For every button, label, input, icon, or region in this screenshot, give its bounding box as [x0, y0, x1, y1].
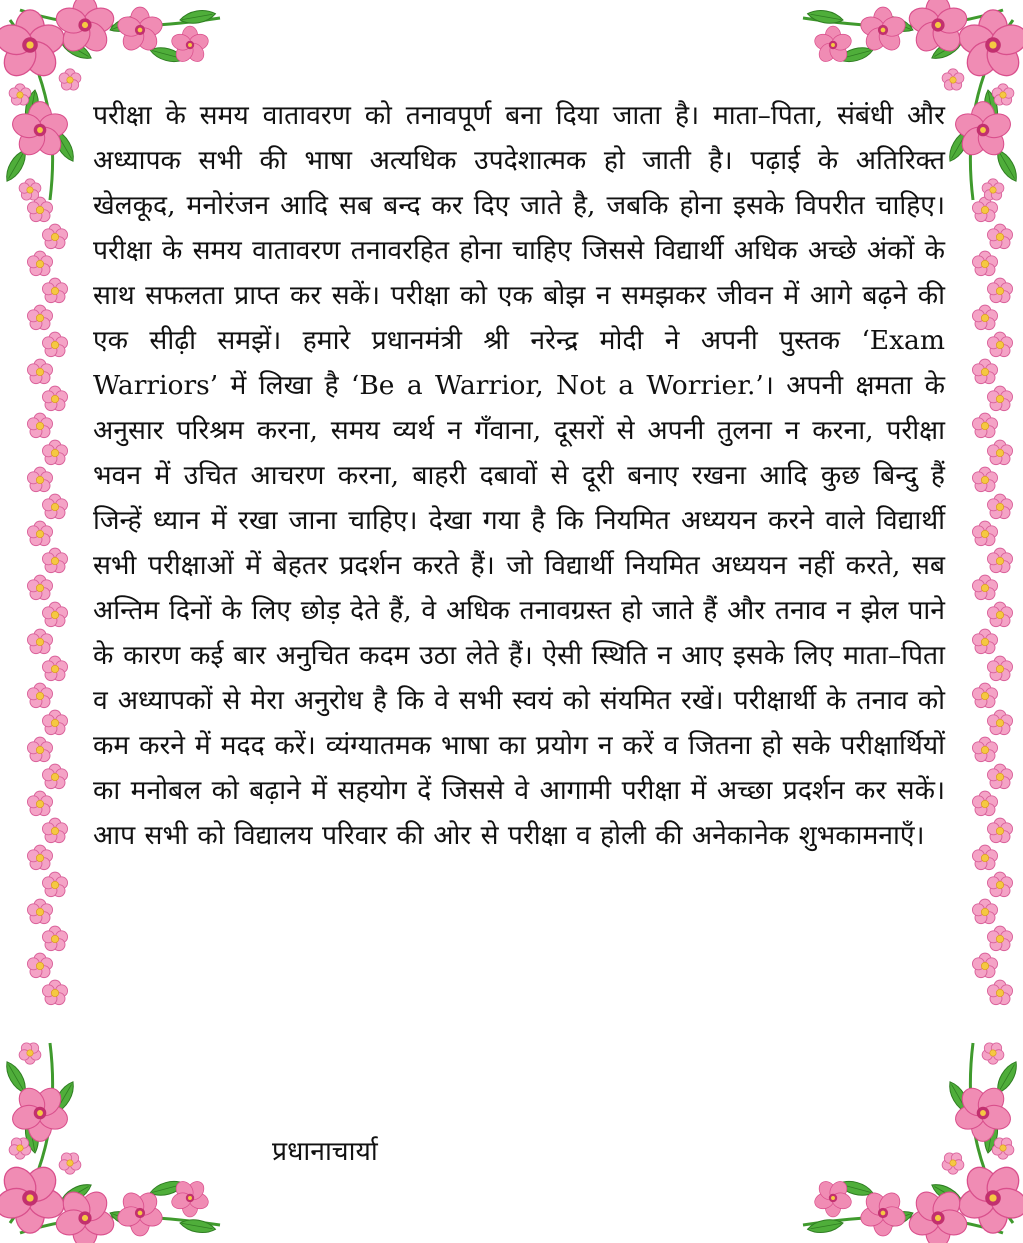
- small-flower-icon: [972, 413, 997, 437]
- right-flower-chain: [972, 197, 1012, 1004]
- small-flower-icon: [987, 332, 1012, 356]
- small-flower-icon: [42, 386, 67, 410]
- small-flower-icon: [972, 953, 997, 977]
- small-flower-icon: [27, 953, 52, 977]
- small-flower-icon: [27, 575, 52, 599]
- small-flower-icon: [972, 197, 997, 221]
- small-flower-icon: [27, 197, 52, 221]
- small-flower-icon: [987, 494, 1012, 518]
- small-flower-icon: [972, 359, 997, 383]
- small-flower-icon: [987, 548, 1012, 572]
- small-flower-icon: [987, 710, 1012, 734]
- small-flower-icon: [972, 575, 997, 599]
- small-flower-icon: [27, 683, 52, 707]
- small-flower-icon: [27, 899, 52, 923]
- small-flower-icon: [42, 278, 67, 302]
- small-flower-icon: [27, 413, 52, 437]
- letter-content: [93, 93, 945, 858]
- small-flower-icon: [27, 629, 52, 653]
- signature: प्रधानाचार्या: [272, 1136, 378, 1167]
- small-flower-icon: [42, 656, 67, 680]
- small-flower-icon: [987, 440, 1012, 464]
- small-flower-icon: [972, 737, 997, 761]
- small-flower-icon: [972, 845, 997, 869]
- small-flower-icon: [972, 521, 997, 545]
- small-flower-icon: [27, 737, 52, 761]
- small-flower-icon: [42, 980, 67, 1004]
- bottom-right-flowers: [803, 1043, 1023, 1243]
- left-flower-chain: [27, 197, 67, 1004]
- small-flower-icon: [42, 926, 67, 950]
- small-flower-icon: [42, 872, 67, 896]
- small-flower-icon: [987, 656, 1012, 680]
- small-flower-icon: [42, 818, 67, 842]
- small-flower-icon: [987, 872, 1012, 896]
- small-flower-icon: [987, 602, 1012, 626]
- small-flower-icon: [987, 278, 1012, 302]
- small-flower-icon: [987, 224, 1012, 248]
- small-flower-icon: [42, 764, 67, 788]
- small-flower-icon: [27, 845, 52, 869]
- small-flower-icon: [42, 548, 67, 572]
- small-flower-icon: [42, 710, 67, 734]
- small-flower-icon: [972, 305, 997, 329]
- small-flower-icon: [27, 467, 52, 491]
- small-flower-icon: [42, 440, 67, 464]
- small-flower-icon: [972, 899, 997, 923]
- small-flower-icon: [972, 251, 997, 275]
- small-flower-icon: [987, 386, 1012, 410]
- small-flower-icon: [27, 251, 52, 275]
- small-flower-icon: [42, 494, 67, 518]
- small-flower-icon: [987, 818, 1012, 842]
- small-flower-icon: [972, 629, 997, 653]
- small-flower-icon: [42, 332, 67, 356]
- small-flower-icon: [27, 521, 52, 545]
- bottom-left-flowers: [0, 1043, 220, 1243]
- small-flower-icon: [972, 791, 997, 815]
- small-flower-icon: [987, 980, 1012, 1004]
- small-flower-icon: [42, 224, 67, 248]
- small-flower-icon: [27, 305, 52, 329]
- small-flower-icon: [972, 467, 997, 491]
- small-flower-icon: [987, 926, 1012, 950]
- small-flower-icon: [42, 602, 67, 626]
- letter-body: परीक्षा के समय वातावरण को तनावपूर्ण बना दिया जाता है। माता–पिता, संबंधी और अध्यापक सभी की भाषा अत्यधिक उपदेशात्मक हो जाती है। पढ़ाई के अतिरिक्त खेलकूद, मनोरंजन आदि सब बन्द कर दिए जाते है, जबकि होना इसके विपरीत चाहिए। परीक्षा के समय वातावरण तनावरहित होना चाहिए जिससे विद्यार्थी अधिक अच्छे अंकों के साथ सफलता प्राप्त कर सकें। परीक्षा को एक बोझ न समझकर जीवन में आगे बढ़ने की एक सीढ़ी समझें। हमारे प्रधानमंत्री श्री नरेन्द्र मोदी ने अपनी पुस्तक ‘Exam Warriors’ में लिखा है ‘Be a Warrior, Not a Worrier.’। अपनी क्षमता के अनुसार परिश्रम करना, समय व्यर्थ न गँवाना, दूसरों से अपनी तुलना न करना, परीक्षा भवन में उचित आचरण करना, बाहरी दबावों से दूरी बनाए रखना आदि कुछ बिन्दु हैं जिन्हें ध्यान में रखा जाना चाहिए। देखा गया है कि नियमित अध्ययन करने वाले विद्यार्थी सभी परीक्षाओं में बेहतर प्रदर्शन करते हैं। जो विद्यार्थी नियमित अध्ययन नहीं करते, सब अन्तिम दिनों के लिए छोड़ देते हैं, वे अधिक तनावग्रस्त हो जाते हैं और तनाव न झेल पाने के कारण कई बार अनुचित कदम उठा लेते हैं। ऐसी स्थिति न आए इसके लिए माता–पिता व अध्यापकों से मेरा अनुरोध है कि वे सभी स्वयं को संयमित रखें। परीक्षार्थी के तनाव को कम करने में मदद करें। व्यंग्यातमक भाषा का प्रयोग न करें व जितना हो सके परीक्षार्थियों का मनोबल को बढ़ाने में सहयोग दें जिससे वे आगामी परीक्षा में अच्छा प्रदर्शन कर सकें। आप सभी को विद्यालय परिवार की ओर से परीक्षा व होली की अनेकानेक शुभकामनाएँ।: [93, 100, 945, 851]
- small-flower-icon: [27, 359, 52, 383]
- small-flower-icon: [27, 791, 52, 815]
- small-flower-icon: [972, 683, 997, 707]
- small-flower-icon: [987, 764, 1012, 788]
